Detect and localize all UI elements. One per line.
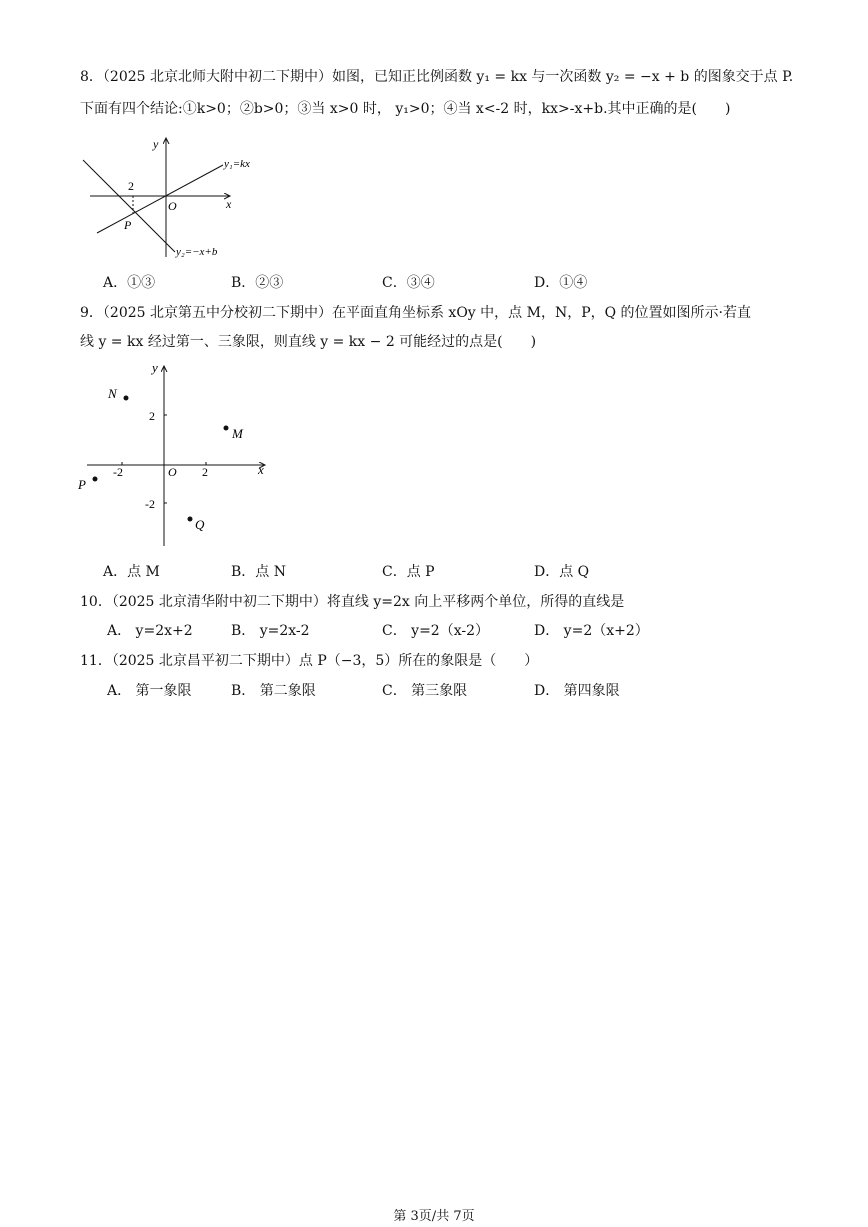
q9-option-d[interactable]: D．点 Q xyxy=(534,564,590,580)
q8-line-y2 xyxy=(83,160,175,252)
q8-figure xyxy=(80,132,280,262)
q8-option-c[interactable]: C．③④ xyxy=(382,275,435,291)
q9-x-label: x xyxy=(258,462,264,477)
q9-point-n-label: N xyxy=(108,386,117,401)
q8-tick-label: 2 xyxy=(128,179,134,193)
q9-x-tick-neg-label: -2 xyxy=(113,465,123,479)
q9-stem-line2: 线 y = kx 经过第一、三象限，则直线 y = kx − 2 可能经过的点是( ) xyxy=(80,334,537,350)
q11-option-b[interactable]: B． 第二象限 xyxy=(231,683,316,699)
q10-stem: 10．（2025 北京清华附中初二下期中）将直线 y=2x 向上平移两个单位，所得的直线是 xyxy=(80,594,625,610)
q10-option-a[interactable]: A． y=2x+2 xyxy=(107,623,193,639)
q9-y-tick-neg-label: -2 xyxy=(145,497,155,511)
q9-option-b[interactable]: B．点 N xyxy=(231,564,286,580)
q8-line1-label: y₁=kx xyxy=(224,158,250,170)
q9-y-tick-pos-label: 2 xyxy=(149,409,155,423)
q8-option-d[interactable]: D．①④ xyxy=(534,275,588,291)
q8-stem-line1: 8．（2025 北京北师大附中初二下期中）如图，已知正比例函数 y₁ = kx 与一次函数 y₂ = −x + b 的图象交于点 P. xyxy=(80,69,794,85)
q9-origin-label: O xyxy=(168,465,177,479)
q9-point-p xyxy=(93,477,98,482)
q11-option-d[interactable]: D． 第四象限 xyxy=(534,683,620,699)
q9-stem-line1: 9．（2025 北京第五中分校初二下期中）在平面直角坐标系 xOy 中，点 M，N，P，Q 的位置如图所示·若直 xyxy=(80,305,751,321)
q8-origin-label: O xyxy=(168,199,177,213)
q9-figure xyxy=(75,358,280,553)
q10-option-b[interactable]: B． y=2x-2 xyxy=(231,623,310,639)
q9-point-q-label: Q xyxy=(195,517,205,532)
q11-option-c[interactable]: C． 第三象限 xyxy=(382,683,468,699)
page-footer: 第 3页/共 7页 xyxy=(393,1209,475,1224)
q10-option-d[interactable]: D． y=2（x+2） xyxy=(534,623,649,639)
q9-y-label: y xyxy=(152,360,158,375)
q9-point-n xyxy=(124,396,129,401)
q9-point-m-label: M xyxy=(232,426,243,441)
q10-option-c[interactable]: C． y=2（x-2） xyxy=(382,623,489,639)
q9-x-tick-pos-label: 2 xyxy=(202,465,208,479)
q9-point-p-label: P xyxy=(78,477,86,492)
q8-stem-line2: 下面有四个结论:①k>0；②b>0；③当 x>0 时， y₁>0；④当 x<-2 时，kx>-x+b.其中正确的是( ) xyxy=(80,101,731,117)
q11-stem: 11．（2025 北京昌平初二下期中）点 P（−3，5）所在的象限是（ ） xyxy=(80,653,539,669)
q9-option-a[interactable]: A．点 M xyxy=(103,564,160,580)
q9-option-c[interactable]: C．点 P xyxy=(382,564,435,580)
q8-option-a[interactable]: A．①③ xyxy=(103,275,156,291)
q9-point-q xyxy=(188,517,193,522)
q8-line2-label: y₂=−x+b xyxy=(176,246,218,258)
q8-option-b[interactable]: B．②③ xyxy=(231,275,284,291)
q8-y-label: y xyxy=(153,137,159,151)
q8-p-label: P xyxy=(124,218,132,232)
q11-option-a[interactable]: A． 第一象限 xyxy=(107,683,192,699)
q8-line-y1 xyxy=(97,165,223,233)
q8-x-label: x xyxy=(226,197,232,211)
q9-point-m xyxy=(224,426,229,431)
